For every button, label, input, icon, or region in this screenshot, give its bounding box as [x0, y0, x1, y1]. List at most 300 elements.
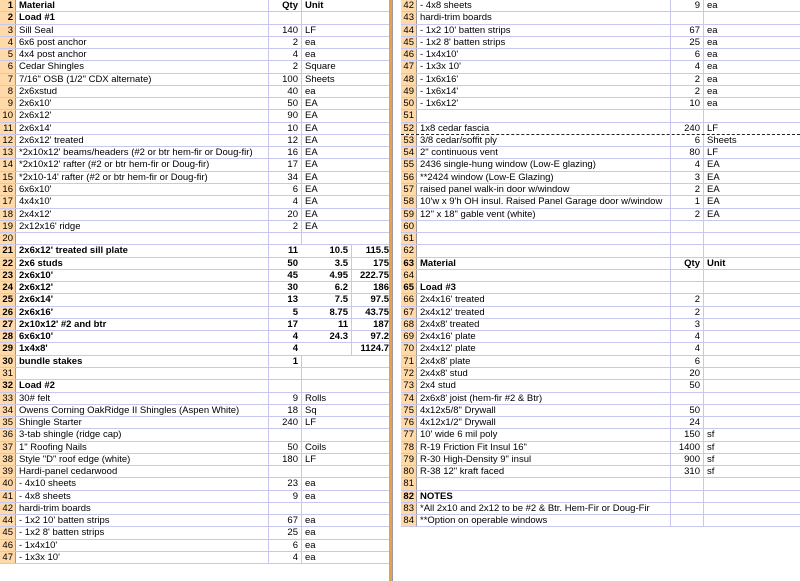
unit-cell[interactable]: EA: [703, 172, 754, 183]
qty-cell[interactable]: 17: [268, 159, 301, 170]
qty-cell[interactable]: 12: [268, 135, 301, 146]
unit-cell[interactable]: [301, 356, 351, 367]
unit-cell[interactable]: ea: [301, 552, 351, 563]
row-number[interactable]: 46: [401, 49, 417, 60]
material-cell[interactable]: Load #3: [420, 282, 456, 294]
unit-cell[interactable]: [301, 12, 351, 23]
qty-cell[interactable]: [268, 368, 301, 379]
unit-cell[interactable]: ea: [703, 25, 754, 36]
unit-cell[interactable]: EA: [703, 209, 754, 220]
unit-cell[interactable]: EA: [301, 221, 351, 232]
row-number[interactable]: 70: [401, 343, 417, 354]
material-cell[interactable]: [17, 368, 268, 379]
row-number[interactable]: 79: [401, 454, 417, 465]
material-cell[interactable]: 2" continuous vent: [420, 147, 498, 159]
qty-cell[interactable]: Qty: [670, 258, 703, 269]
unit-price-cell[interactable]: 8.75: [329, 306, 348, 318]
material-cell[interactable]: 2x4x8' stud: [420, 367, 468, 379]
row-number[interactable]: 16: [0, 184, 16, 195]
qty-cell[interactable]: 3: [670, 172, 703, 183]
material-cell[interactable]: 2x6x12': [19, 110, 52, 122]
unit-cell[interactable]: ea: [703, 74, 754, 85]
unit-price-cell[interactable]: [301, 343, 351, 354]
material-cell[interactable]: - 1x2 8' batten strips: [19, 527, 105, 539]
row-number[interactable]: 22: [0, 258, 16, 269]
unit-cell[interactable]: Sq: [301, 405, 351, 416]
material-cell[interactable]: 2x4x12' plate: [420, 343, 476, 355]
material-cell[interactable]: - 1x4x10': [19, 539, 58, 551]
qty-cell[interactable]: 4: [670, 343, 703, 354]
qty-cell[interactable]: [670, 233, 703, 244]
total-price-cell[interactable]: 97.2: [351, 331, 392, 342]
material-cell[interactable]: 2x6xstud: [19, 85, 58, 97]
unit-cell[interactable]: ea: [301, 49, 351, 60]
qty-cell[interactable]: 25: [670, 37, 703, 48]
unit-cell[interactable]: ea: [703, 98, 754, 109]
unit-cell[interactable]: ea: [703, 37, 754, 48]
material-cell[interactable]: Hardi-panel cedarwood: [19, 466, 118, 478]
unit-cell[interactable]: [703, 282, 754, 293]
material-cell[interactable]: R-19 Friction Fit Insul 16": [420, 441, 527, 453]
material-cell[interactable]: 2x6x14': [19, 122, 52, 134]
row-number[interactable]: 47: [401, 61, 417, 72]
qty-cell[interactable]: 50: [268, 442, 301, 453]
total-price-cell[interactable]: 222.75: [351, 270, 392, 281]
qty-cell[interactable]: 900: [670, 454, 703, 465]
row-number[interactable]: 10: [0, 110, 16, 121]
material-cell[interactable]: 4x4x10': [19, 196, 52, 208]
unit-cell[interactable]: LF: [703, 147, 754, 158]
row-number[interactable]: 12: [0, 135, 16, 146]
unit-cell[interactable]: [703, 12, 754, 23]
material-cell[interactable]: Style "D" roof edge (white): [19, 453, 131, 465]
material-cell[interactable]: 2x6x14': [19, 294, 53, 306]
qty-cell[interactable]: 10: [670, 98, 703, 109]
qty-cell[interactable]: 50: [268, 258, 301, 269]
row-number[interactable]: 31: [0, 368, 16, 379]
qty-cell[interactable]: 25: [268, 527, 301, 538]
material-cell[interactable]: hardi-trim boards: [19, 502, 91, 514]
row-number[interactable]: 51: [401, 110, 417, 121]
material-cell[interactable]: 30# felt: [19, 392, 51, 404]
unit-price-cell[interactable]: 6.2: [334, 282, 348, 294]
material-cell[interactable]: - 1x3x 10': [19, 551, 60, 563]
row-number[interactable]: 65: [401, 282, 417, 293]
qty-cell[interactable]: 140: [268, 25, 301, 36]
material-cell[interactable]: R-38 12" kraft faced: [420, 466, 505, 478]
material-cell[interactable]: 4x12x5/8" Drywall: [420, 404, 496, 416]
qty-cell[interactable]: [670, 221, 703, 232]
row-number[interactable]: 21: [0, 245, 16, 256]
qty-cell[interactable]: [670, 282, 703, 293]
material-cell[interactable]: bundle stakes: [19, 355, 83, 367]
material-cell[interactable]: 7/16" OSB (1/2" CDX alternate): [19, 73, 152, 85]
unit-cell[interactable]: [703, 478, 754, 489]
qty-cell[interactable]: 6: [268, 184, 301, 195]
qty-cell[interactable]: 240: [670, 123, 703, 134]
material-cell[interactable]: Owens Corning OakRidge II Shingles (Aspen White): [19, 404, 240, 416]
qty-cell[interactable]: 9: [268, 491, 301, 502]
material-cell[interactable]: 2x4x8' treated: [420, 318, 480, 330]
unit-cell[interactable]: LF: [703, 123, 754, 134]
material-cell[interactable]: **Option on operable windows: [420, 515, 548, 527]
row-number[interactable]: 56: [401, 172, 417, 183]
qty-cell[interactable]: 20: [670, 368, 703, 379]
unit-cell[interactable]: Sheets: [703, 135, 754, 146]
row-number[interactable]: 39: [0, 466, 16, 477]
unit-cell[interactable]: sf: [703, 429, 754, 440]
row-number[interactable]: 67: [401, 307, 417, 318]
row-number[interactable]: 76: [401, 417, 417, 428]
row-number[interactable]: 71: [401, 356, 417, 367]
unit-cell[interactable]: LF: [301, 417, 351, 428]
unit-cell[interactable]: EA: [301, 147, 351, 158]
row-number[interactable]: 66: [401, 294, 417, 305]
row-number[interactable]: 44: [401, 25, 417, 36]
material-cell[interactable]: Shingle Starter: [19, 417, 82, 429]
row-number[interactable]: 13: [0, 147, 16, 158]
material-cell[interactable]: 6x6 post anchor: [19, 36, 87, 48]
material-cell[interactable]: 2x6 studs: [19, 257, 63, 269]
row-number[interactable]: 44: [0, 515, 16, 526]
qty-cell[interactable]: [268, 429, 301, 440]
row-number[interactable]: 75: [401, 405, 417, 416]
unit-cell[interactable]: Unit: [703, 258, 754, 269]
qty-cell[interactable]: 6: [670, 356, 703, 367]
row-number[interactable]: 8: [0, 86, 16, 97]
qty-cell[interactable]: [670, 12, 703, 23]
qty-cell[interactable]: 2: [268, 37, 301, 48]
unit-cell[interactable]: ea: [703, 61, 754, 72]
row-number[interactable]: 74: [401, 393, 417, 404]
unit-cell[interactable]: ea: [301, 478, 351, 489]
qty-cell[interactable]: 13: [268, 294, 301, 305]
unit-cell[interactable]: sf: [703, 466, 754, 477]
material-cell[interactable]: *2x10x12' beams/headers (#2 or btr hem-fir or Doug-fir): [19, 147, 253, 159]
qty-cell[interactable]: 240: [268, 417, 301, 428]
row-number[interactable]: 1: [0, 0, 16, 11]
unit-cell[interactable]: ea: [703, 86, 754, 97]
material-cell[interactable]: 4x12x1/2" Drywall: [420, 417, 496, 429]
material-cell[interactable]: 2x4x8' plate: [420, 355, 471, 367]
row-number[interactable]: 78: [401, 442, 417, 453]
row-number[interactable]: 68: [401, 319, 417, 330]
qty-cell[interactable]: 4: [268, 343, 301, 354]
qty-cell[interactable]: 1400: [670, 442, 703, 453]
material-cell[interactable]: [418, 270, 670, 281]
material-cell[interactable]: 3-tab shingle (ridge cap): [19, 429, 122, 441]
qty-cell[interactable]: 2: [670, 307, 703, 318]
row-number[interactable]: 40: [0, 478, 16, 489]
qty-cell[interactable]: 2: [268, 221, 301, 232]
material-cell[interactable]: 2x6x10': [19, 269, 53, 281]
row-number[interactable]: 81: [401, 478, 417, 489]
material-cell[interactable]: - 1x6x14': [420, 85, 459, 97]
qty-cell[interactable]: 1: [268, 356, 301, 367]
unit-cell[interactable]: [703, 233, 754, 244]
row-number[interactable]: 60: [401, 221, 417, 232]
material-cell[interactable]: R-30 High-Density 9" insul: [420, 453, 532, 465]
qty-cell[interactable]: [268, 12, 301, 23]
material-cell[interactable]: - 4x8 sheets: [420, 0, 472, 11]
unit-cell[interactable]: ea: [301, 540, 351, 551]
material-cell[interactable]: 2x4x16' treated: [420, 294, 485, 306]
unit-cell[interactable]: [301, 233, 351, 244]
material-cell[interactable]: 2x12x16' ridge: [19, 220, 81, 232]
row-number[interactable]: 42: [0, 503, 16, 514]
material-cell[interactable]: - 1x6x12': [420, 98, 459, 110]
qty-cell[interactable]: [670, 478, 703, 489]
qty-cell[interactable]: 4: [268, 552, 301, 563]
qty-cell[interactable]: 80: [670, 147, 703, 158]
qty-cell[interactable]: 50: [670, 380, 703, 391]
row-number[interactable]: 7: [0, 74, 16, 85]
row-number[interactable]: 53: [401, 135, 417, 146]
material-cell[interactable]: 2x6x12' treated: [19, 134, 84, 146]
row-number[interactable]: 2: [0, 12, 16, 23]
qty-cell[interactable]: 150: [670, 429, 703, 440]
material-cell[interactable]: 2x4x12' treated: [420, 306, 485, 318]
row-number[interactable]: 55: [401, 159, 417, 170]
row-number[interactable]: 18: [0, 209, 16, 220]
unit-cell[interactable]: [301, 503, 351, 514]
unit-price-cell[interactable]: 7.5: [334, 294, 348, 306]
unit-cell[interactable]: [703, 356, 754, 367]
row-number[interactable]: 52: [401, 123, 417, 134]
total-price-cell[interactable]: 1124.7: [351, 343, 392, 354]
unit-cell[interactable]: ea: [703, 0, 754, 11]
unit-cell[interactable]: EA: [703, 184, 754, 195]
row-number[interactable]: 29: [0, 343, 16, 354]
qty-cell[interactable]: 90: [268, 110, 301, 121]
qty-cell[interactable]: 4: [268, 331, 301, 342]
qty-cell[interactable]: 9: [670, 0, 703, 11]
qty-cell[interactable]: 45: [268, 270, 301, 281]
material-cell[interactable]: *All 2x10 and 2x12 to be #2 & Btr. Hem-Fir or Doug-Fir: [420, 502, 650, 514]
material-cell[interactable]: 2x10x12' #2 and btr: [19, 318, 107, 330]
row-number[interactable]: 30: [0, 356, 16, 367]
unit-cell[interactable]: [301, 368, 351, 379]
unit-cell[interactable]: Rolls: [301, 393, 351, 404]
unit-cell[interactable]: [301, 429, 351, 440]
unit-cell[interactable]: EA: [301, 196, 351, 207]
material-cell[interactable]: [418, 478, 670, 489]
unit-cell[interactable]: [703, 515, 754, 526]
qty-cell[interactable]: 30: [268, 282, 301, 293]
row-number[interactable]: 27: [0, 319, 16, 330]
unit-cell[interactable]: Unit: [301, 0, 351, 11]
material-cell[interactable]: Cedar Shingles: [19, 61, 84, 73]
unit-cell[interactable]: EA: [301, 184, 351, 195]
unit-cell[interactable]: ea: [301, 86, 351, 97]
row-number[interactable]: 5: [0, 49, 16, 60]
material-cell[interactable]: 3/8 cedar/soffit ply: [420, 134, 497, 146]
qty-cell[interactable]: 4: [268, 49, 301, 60]
qty-cell[interactable]: 2: [268, 61, 301, 72]
unit-price-cell[interactable]: 10.5: [329, 245, 348, 257]
unit-cell[interactable]: [703, 405, 754, 416]
row-number[interactable]: 4: [0, 37, 16, 48]
material-cell[interactable]: Material: [19, 0, 55, 11]
total-price-cell[interactable]: 187: [351, 319, 392, 330]
row-number[interactable]: 77: [401, 429, 417, 440]
unit-cell[interactable]: [703, 110, 754, 121]
material-cell[interactable]: Load #1: [19, 12, 55, 24]
material-cell[interactable]: 10' wide 6 mil poly: [420, 429, 498, 441]
qty-cell[interactable]: 4: [670, 331, 703, 342]
unit-cell[interactable]: EA: [301, 98, 351, 109]
material-cell[interactable]: 1x4x8': [19, 343, 48, 355]
material-cell[interactable]: 6x6x10': [19, 183, 52, 195]
unit-cell[interactable]: [703, 417, 754, 428]
material-cell[interactable]: 1" Roofing Nails: [19, 441, 87, 453]
qty-cell[interactable]: 23: [268, 478, 301, 489]
row-number[interactable]: 36: [0, 429, 16, 440]
qty-cell[interactable]: 1: [670, 196, 703, 207]
unit-cell[interactable]: Square: [301, 61, 351, 72]
unit-cell[interactable]: ea: [301, 515, 351, 526]
qty-cell[interactable]: 4: [670, 61, 703, 72]
unit-cell[interactable]: LF: [301, 454, 351, 465]
unit-price-cell[interactable]: 3.5: [334, 257, 348, 269]
row-number[interactable]: 57: [401, 184, 417, 195]
material-cell[interactable]: 2x4x16' plate: [420, 331, 476, 343]
total-price-cell[interactable]: 115.5: [351, 245, 392, 256]
row-number[interactable]: 47: [0, 552, 16, 563]
qty-cell[interactable]: 100: [268, 74, 301, 85]
row-number[interactable]: 34: [0, 405, 16, 416]
unit-cell[interactable]: EA: [703, 196, 754, 207]
row-number[interactable]: 3: [0, 25, 16, 36]
material-cell[interactable]: 2x6x16': [19, 306, 53, 318]
qty-cell[interactable]: 50: [268, 98, 301, 109]
row-number[interactable]: 49: [401, 86, 417, 97]
row-number[interactable]: 59: [401, 209, 417, 220]
unit-cell[interactable]: EA: [301, 110, 351, 121]
row-number[interactable]: 69: [401, 331, 417, 342]
material-cell[interactable]: hardi-trim boards: [420, 12, 492, 24]
qty-cell[interactable]: 2: [670, 184, 703, 195]
unit-cell[interactable]: sf: [703, 442, 754, 453]
material-cell[interactable]: 4x4 post anchor: [19, 49, 87, 61]
unit-cell[interactable]: EA: [703, 159, 754, 170]
unit-price-cell[interactable]: 4.95: [329, 269, 348, 281]
material-cell[interactable]: Material: [420, 257, 456, 269]
unit-cell[interactable]: [703, 294, 754, 305]
unit-cell[interactable]: [703, 491, 754, 502]
row-number[interactable]: 24: [0, 282, 16, 293]
unit-cell[interactable]: [703, 319, 754, 330]
row-number[interactable]: 83: [401, 503, 417, 514]
row-number[interactable]: 15: [0, 172, 16, 183]
row-number[interactable]: 62: [401, 245, 417, 256]
material-cell[interactable]: 2x4 stud: [420, 380, 456, 392]
row-number[interactable]: 73: [401, 380, 417, 391]
material-cell[interactable]: [418, 245, 670, 256]
qty-cell[interactable]: 2: [670, 209, 703, 220]
row-number[interactable]: 25: [0, 294, 16, 305]
material-cell[interactable]: NOTES: [420, 490, 453, 502]
material-cell[interactable]: 2x4x12': [19, 208, 52, 220]
row-number[interactable]: 48: [401, 74, 417, 85]
unit-cell[interactable]: ea: [703, 49, 754, 60]
row-number[interactable]: 42: [401, 0, 417, 11]
qty-cell[interactable]: [268, 466, 301, 477]
row-number[interactable]: 54: [401, 147, 417, 158]
row-number[interactable]: 84: [401, 515, 417, 526]
row-number[interactable]: 32: [0, 380, 16, 391]
material-cell[interactable]: 6x6x10': [19, 331, 53, 343]
material-cell[interactable]: - 4x8 sheets: [19, 490, 71, 502]
qty-cell[interactable]: 310: [670, 466, 703, 477]
qty-cell[interactable]: [670, 393, 703, 404]
qty-cell[interactable]: 9: [268, 393, 301, 404]
qty-cell[interactable]: 2: [670, 294, 703, 305]
material-cell[interactable]: 2x6x8' joist (hem-fir #2 & Btr): [420, 392, 543, 404]
unit-cell[interactable]: [703, 343, 754, 354]
row-number[interactable]: 72: [401, 368, 417, 379]
qty-cell[interactable]: 10: [268, 123, 301, 134]
row-number[interactable]: 37: [0, 442, 16, 453]
qty-cell[interactable]: 67: [268, 515, 301, 526]
qty-cell[interactable]: 11: [268, 245, 301, 256]
row-number[interactable]: 26: [0, 307, 16, 318]
qty-cell[interactable]: 4: [670, 159, 703, 170]
material-cell[interactable]: [17, 233, 268, 244]
qty-cell[interactable]: [670, 110, 703, 121]
material-cell[interactable]: Load #2: [19, 380, 55, 392]
qty-cell[interactable]: 2: [670, 86, 703, 97]
unit-cell[interactable]: sf: [703, 454, 754, 465]
material-cell[interactable]: raised panel walk-in door w/window: [420, 183, 570, 195]
qty-cell[interactable]: 6: [670, 135, 703, 146]
qty-cell[interactable]: 50: [670, 405, 703, 416]
material-cell[interactable]: - 1x3x 10': [420, 61, 461, 73]
qty-cell[interactable]: [670, 515, 703, 526]
total-price-cell[interactable]: 97.5: [351, 294, 392, 305]
qty-cell[interactable]: 40: [268, 86, 301, 97]
qty-cell[interactable]: [670, 503, 703, 514]
material-cell[interactable]: Sill Seal: [19, 24, 54, 36]
total-price-cell[interactable]: 43.75: [351, 307, 392, 318]
material-cell[interactable]: - 1x2 8' batten strips: [420, 36, 506, 48]
material-cell[interactable]: - 1x2 10' batten strips: [19, 515, 110, 527]
material-cell[interactable]: **2424 window (Low-E Glazing): [420, 171, 554, 183]
unit-cell[interactable]: [703, 270, 754, 281]
unit-cell[interactable]: [301, 380, 351, 391]
material-cell[interactable]: [418, 221, 670, 232]
row-number[interactable]: 64: [401, 270, 417, 281]
material-cell[interactable]: 1x8 cedar fascia: [420, 122, 490, 134]
material-cell[interactable]: - 1x4x10': [420, 49, 459, 61]
unit-cell[interactable]: [301, 466, 351, 477]
row-number[interactable]: 38: [0, 454, 16, 465]
qty-cell[interactable]: 67: [670, 25, 703, 36]
row-number[interactable]: 82: [401, 491, 417, 502]
qty-cell[interactable]: 4: [268, 196, 301, 207]
unit-cell[interactable]: Sheets: [301, 74, 351, 85]
row-number[interactable]: 80: [401, 466, 417, 477]
row-number[interactable]: 45: [401, 37, 417, 48]
material-cell[interactable]: - 1x2 10' batten strips: [420, 24, 511, 36]
unit-cell[interactable]: [703, 380, 754, 391]
qty-cell[interactable]: 2: [670, 74, 703, 85]
unit-cell[interactable]: [703, 393, 754, 404]
qty-cell[interactable]: 3: [670, 319, 703, 330]
unit-cell[interactable]: EA: [301, 172, 351, 183]
unit-cell[interactable]: ea: [301, 37, 351, 48]
material-cell[interactable]: - 1x6x16': [420, 73, 459, 85]
